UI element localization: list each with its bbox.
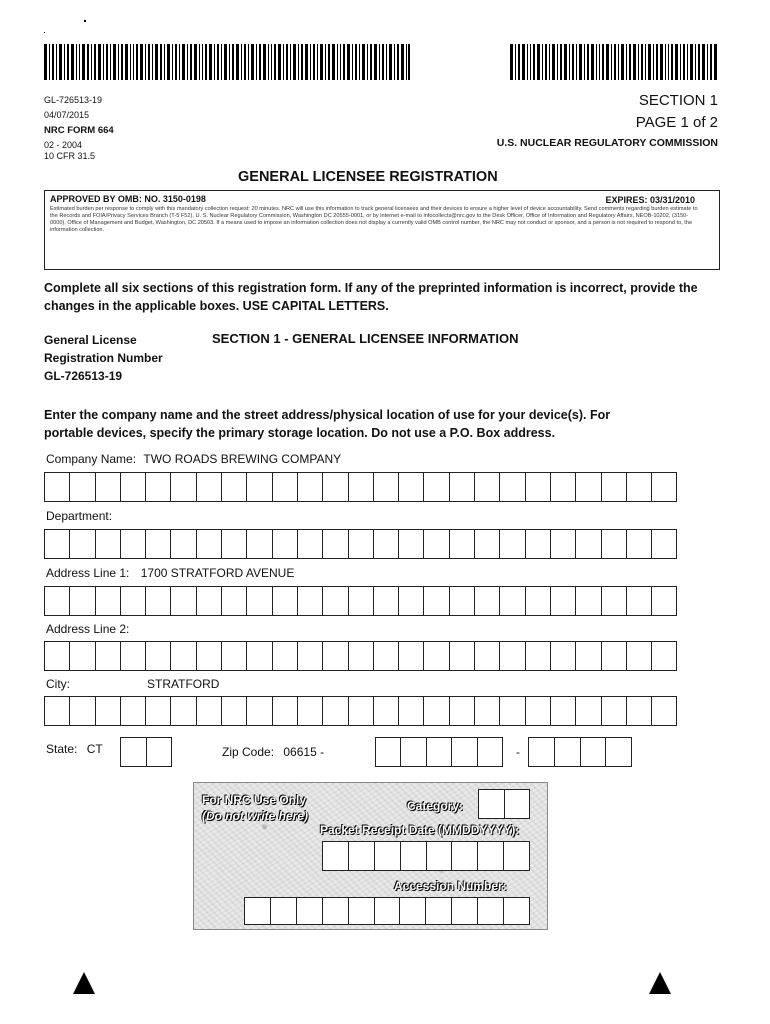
section-label: SECTION 1: [638, 92, 718, 109]
instruction-line-1: Complete all six sections of this registration form. If any of the preprinted information is incorrect, provide the: [44, 281, 698, 295]
omb-approved: APPROVED BY OMB: NO. 3150-0198: [50, 194, 206, 204]
zip-code-field[interactable]: [375, 737, 503, 767]
company-name-field[interactable]: [44, 472, 677, 502]
instruction-line-2: changes in the applicable boxes. USE CAPITAL LETTERS.: [44, 299, 389, 313]
address-instruction-line-1: Enter the company name and the street address/physical location of use for your device(s). For: [44, 408, 611, 422]
scan-dot: [84, 20, 86, 22]
registration-label-2: Registration Number: [44, 351, 163, 365]
address-line-2-label: Address Line 2:: [46, 622, 130, 636]
department-field[interactable]: [44, 529, 677, 559]
address-line-1-label: Address Line 1: 1700 STRATFORD AVENUE: [46, 566, 295, 580]
zip-code-label: Zip Code: 06615 -: [222, 745, 325, 759]
nrc-packet-date-label: Packet Receipt Date (MMDDYYYY):: [320, 823, 520, 837]
form-instructions: [44, 279, 734, 315]
address-instruction-line-2: portable devices, specify the primary storage location. Do not use a P.O. Box address.: [44, 426, 556, 440]
nrc-category-label: Category:: [407, 799, 464, 813]
barcode-icon: [510, 44, 718, 80]
city-value: STRATFORD: [147, 677, 220, 691]
zip-plus-four-field[interactable]: [528, 737, 632, 767]
address-line-1-field[interactable]: [44, 586, 677, 616]
page-label: PAGE 1 of 2: [635, 114, 718, 131]
nrc-packet-date-field: [322, 841, 530, 871]
form-date: 04/07/2015: [44, 110, 90, 120]
omb-notice-box: [44, 190, 720, 270]
nrc-use-only-box: [193, 782, 548, 930]
nrc-accession-field: [244, 897, 530, 925]
section-title: SECTION 1 - GENERAL LICENSEE INFORMATION: [212, 331, 519, 346]
registration-triangle-icon: [73, 972, 95, 994]
department-label: Department:: [46, 509, 113, 523]
form-id: GL-726513-19: [44, 95, 103, 105]
registration-label-1: General License: [44, 333, 137, 347]
page-title: GENERAL LICENSEE REGISTRATION: [238, 169, 498, 185]
omb-burden-text: Estimated burden per response to comply with this mandatory collection request: 20 minutes. NRC will use this information to track general licensees and their devices to ensure a higher level of device accountability. Send comments regarding burden estimate to the Records and FOIA/Privacy Services Branch (T-5 F52), U. S. Nuclear Regulatory Commission, Washington DC 20555-0001, or by internet e-mail to infocollects@nrc.gov to the Desk Officer, Office of Information and Regulatory Affairs, NEOB-10202, (3150-0000), Office of Management and Budget, Washington, DC 20503. If a means used to impose an information collection does not display a currently valid OMB control number, the NRC may not conduct or sponsor, and a person is not required to respond to, the information collection.: [50, 206, 698, 233]
zip-code-value: 06615 -: [283, 745, 325, 759]
nrc-use-only-label: For NRC Use Only: [202, 793, 307, 807]
state-label: State: CT: [46, 742, 103, 756]
nrc-accession-label: Accession Number:: [394, 879, 507, 893]
city-label: City:: [46, 677, 70, 691]
form-revision: 02 - 2004: [44, 140, 83, 150]
zip-dash: -: [516, 745, 520, 759]
omb-expires: EXPIRES: 03/31/2010: [605, 195, 695, 205]
address-line-1-value: 1700 STRATFORD AVENUE: [140, 566, 295, 580]
nrc-category-field: [478, 789, 530, 819]
company-name-value: TWO ROADS BREWING COMPANY: [143, 452, 342, 466]
registration-block: [44, 331, 163, 385]
nrc-do-not-write-label: (Do not write here): [202, 809, 309, 823]
registration-number: GL-726513-19: [44, 369, 123, 383]
form-number: NRC FORM 664: [44, 125, 114, 136]
address-line-2-field[interactable]: [44, 641, 677, 671]
address-instructions: [44, 406, 734, 442]
registration-triangle-icon: [649, 972, 671, 994]
agency-label: U.S. NUCLEAR REGULATORY COMMISSION: [496, 137, 718, 149]
city-field[interactable]: [44, 696, 677, 726]
barcode-icon: [44, 44, 410, 80]
state-field[interactable]: [120, 737, 172, 767]
company-name-label: Company Name: TWO ROADS BREWING COMPANY: [46, 452, 342, 466]
form-cfr: 10 CFR 31.5: [44, 151, 96, 161]
header-meta: [44, 93, 114, 164]
scan-dot: [44, 32, 45, 33]
state-value: CT: [86, 742, 103, 756]
